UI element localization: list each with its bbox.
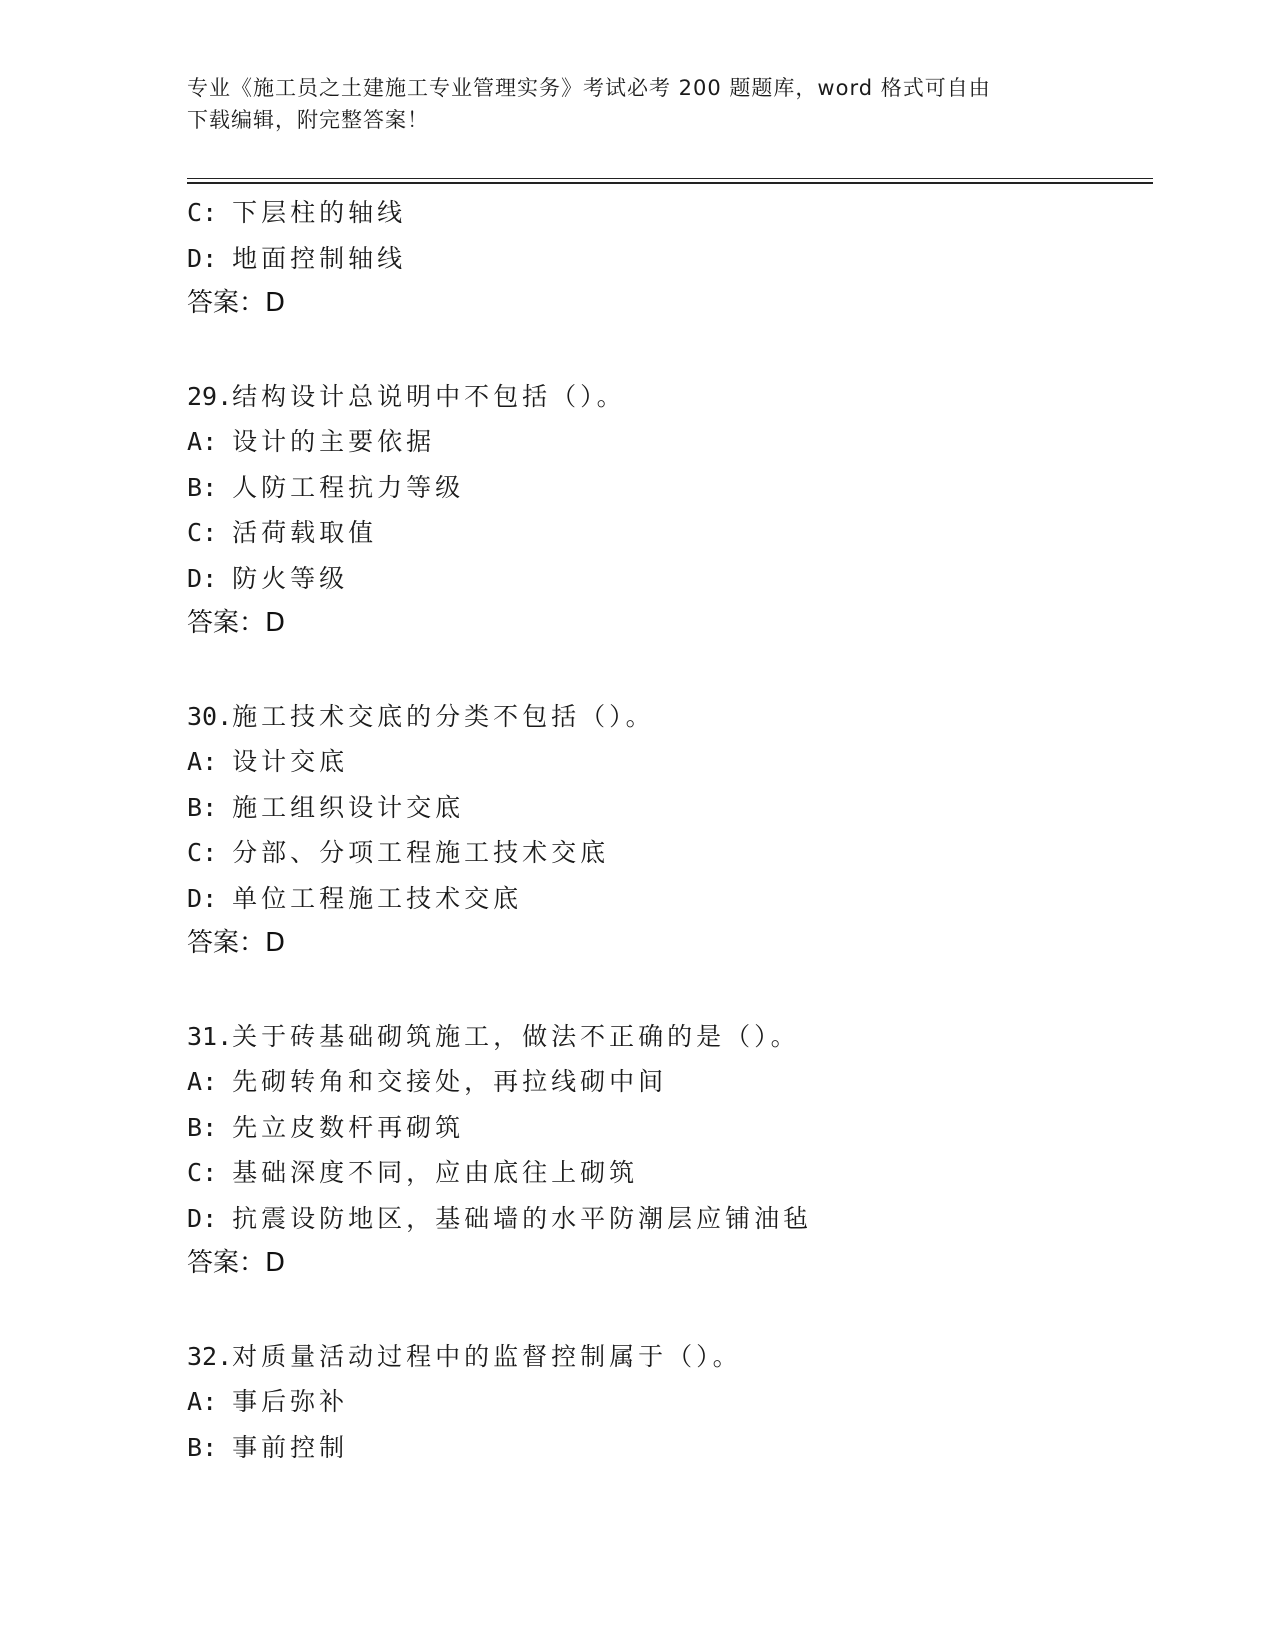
option-a: A: 设计交底: [187, 747, 349, 776]
option-text: 活荷载取值: [232, 518, 378, 547]
question-29: [187, 374, 1147, 647]
option-letter: C: [187, 518, 203, 547]
option-text: 地面控制轴线: [232, 243, 407, 273]
option-letter: D: [187, 243, 203, 273]
option-a: A: 先砌转角和交接处，再拉线砌中间: [187, 1067, 668, 1096]
option-letter: B: [187, 792, 203, 822]
option-text: 人防工程抗力等级: [232, 472, 465, 502]
continued-question: [187, 190, 1147, 327]
option-letter: D: [187, 1203, 203, 1233]
question-text: 关于砖基础砌筑施工，做法不正确的是（）。: [232, 1021, 800, 1051]
answer: 答案：D: [187, 288, 286, 318]
option-text: 单位工程施工技术交底: [232, 883, 523, 913]
option-b: B: 施工组织设计交底: [187, 792, 465, 822]
option-a: A: 设计的主要依据: [187, 427, 436, 456]
option-text: 先立皮数杆再砌筑: [232, 1112, 465, 1142]
question-32: [187, 1334, 1147, 1471]
option-text: 分部、分项工程施工技术交底: [232, 838, 610, 867]
option-b: B: 人防工程抗力等级: [187, 472, 465, 502]
option-text: 设计的主要依据: [232, 427, 436, 456]
option-d: D: 地面控制轴线: [187, 243, 407, 273]
option-letter: B: [187, 1112, 203, 1142]
answer: 答案：D: [187, 608, 286, 638]
question-title: [187, 374, 1147, 420]
option-text: 先砌转角和交接处，再拉线砌中间: [232, 1067, 668, 1096]
option-letter: A: [187, 1387, 203, 1416]
option-d: D: 防火等级: [187, 563, 349, 593]
question-number: 30.: [187, 701, 233, 731]
header-rule-thick: [187, 182, 1153, 184]
option-d: D: 抗震设防地区，基础墙的水平防潮层应铺油毡: [187, 1203, 813, 1233]
header-line-2: 下载编辑，附完整答案！: [187, 108, 429, 132]
question-number: 29.: [187, 381, 233, 411]
option-letter: A: [187, 747, 203, 776]
answer: 答案：D: [187, 928, 286, 958]
question-31: [187, 1014, 1147, 1287]
question-text: 对质量活动过程中的监督控制属于（）。: [232, 1341, 742, 1371]
option-c: C: 下层柱的轴线: [187, 198, 407, 227]
option-letter: C: [187, 838, 203, 867]
option-c: C: 分部、分项工程施工技术交底: [187, 838, 610, 867]
option-text: 抗震设防地区，基础墙的水平防潮层应铺油毡: [232, 1203, 813, 1233]
question-number: 32.: [187, 1341, 233, 1371]
option-text: 防火等级: [232, 563, 349, 593]
question-30: [187, 694, 1147, 967]
option-letter: B: [187, 472, 203, 502]
document-header: [187, 72, 1087, 136]
header-line-1: 专业《施工员之土建施工专业管理实务》考试必考 200 题题库，word 格式可自由: [187, 76, 991, 100]
option-letter: B: [187, 1432, 203, 1462]
option-a: A: 事后弥补: [187, 1387, 349, 1416]
option-text: 基础深度不同，应由底往上砌筑: [232, 1158, 639, 1187]
question-title: [187, 1014, 1147, 1060]
option-letter: C: [187, 1158, 203, 1187]
option-d: D: 单位工程施工技术交底: [187, 883, 523, 913]
question-list: [187, 190, 1147, 1470]
question-title: [187, 694, 1147, 740]
option-letter: D: [187, 563, 203, 593]
option-c: C: 基础深度不同，应由底往上砌筑: [187, 1158, 639, 1187]
option-letter: D: [187, 883, 203, 913]
option-letter: A: [187, 1067, 203, 1096]
question-text: 结构设计总说明中不包括（）。: [232, 381, 626, 411]
question-title: [187, 1334, 1147, 1380]
option-letter: C: [187, 198, 203, 227]
option-letter: A: [187, 427, 203, 456]
option-b: B: 事前控制: [187, 1432, 349, 1462]
option-text: 下层柱的轴线: [232, 198, 407, 227]
question-number: 31.: [187, 1021, 233, 1051]
header-rule-thin: [187, 178, 1153, 179]
option-text: 施工组织设计交底: [232, 792, 465, 822]
answer: 答案：D: [187, 1248, 286, 1278]
option-b: B: 先立皮数杆再砌筑: [187, 1112, 465, 1142]
option-text: 设计交底: [232, 747, 349, 776]
option-text: 事前控制: [232, 1432, 349, 1462]
option-c: C: 活荷载取值: [187, 518, 378, 547]
option-text: 事后弥补: [232, 1387, 349, 1416]
question-text: 施工技术交底的分类不包括（）。: [232, 701, 655, 731]
